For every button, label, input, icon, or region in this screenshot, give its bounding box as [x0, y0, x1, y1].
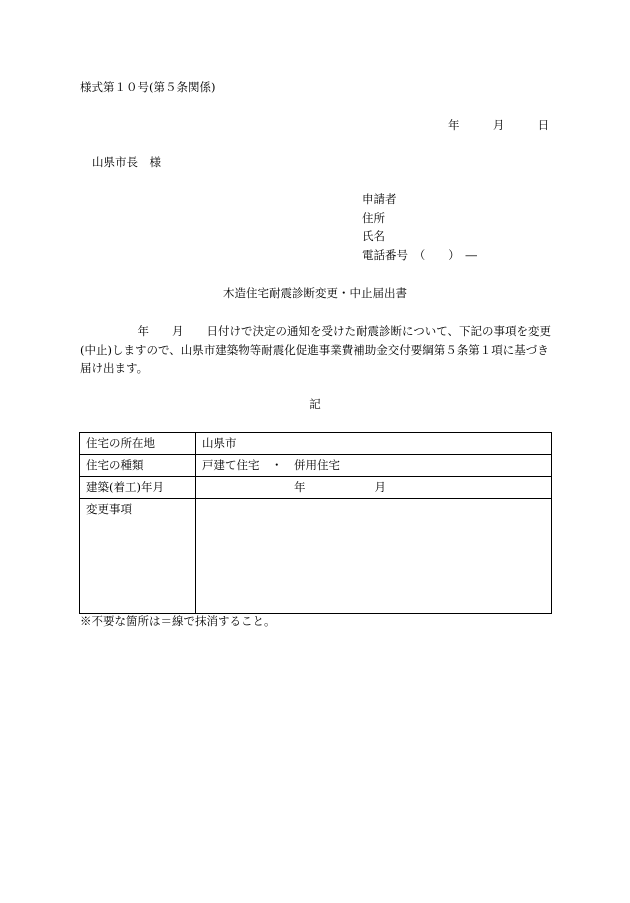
- form-number: 様式第１０号(第５条関係): [80, 80, 216, 94]
- location-label: 住宅の所在地: [80, 433, 196, 455]
- date-day: 日: [537, 118, 550, 132]
- date-line: [448, 119, 549, 133]
- housing-type-label: 住宅の種類: [80, 455, 196, 477]
- document-title: 木造住宅耐震診断変更・中止届出書: [223, 286, 407, 300]
- table-row: [80, 455, 552, 477]
- footnote: ※不要な箇所は＝線で抹消すること。: [80, 614, 276, 628]
- address-label: 住所: [362, 210, 385, 225]
- body-text: 年 月 日付けで決定の通知を受けた耐震診断について、下記の事項を変更(中止)しますので、山県市建築物等耐震化促進事業費補助金交付要綱第５条第１項に基づき届け出ます。: [80, 324, 552, 375]
- date-month: 月: [492, 118, 505, 132]
- phone-label: 電話番号 （ ） ―: [362, 247, 477, 262]
- location-value: 山県市: [196, 433, 552, 455]
- change-items-label: 変更事項: [80, 499, 196, 614]
- ki-heading: 記: [309, 397, 321, 411]
- table-row: [80, 477, 552, 499]
- date-year: 年: [448, 118, 460, 132]
- addressee: 山県市長 様: [92, 155, 161, 169]
- housing-type-value: 戸建て住宅 ・ 併用住宅: [196, 455, 552, 477]
- applicant-block: [362, 193, 477, 267]
- construction-date-value: 年 月: [196, 477, 552, 499]
- change-items-value: [196, 499, 552, 614]
- table-row: [80, 499, 552, 614]
- applicant-label: 申請者: [362, 192, 397, 206]
- name-label: 氏名: [362, 229, 385, 243]
- info-table: [79, 432, 552, 614]
- construction-date-label: 建築(着工)年月: [80, 477, 196, 499]
- table-row: [80, 433, 552, 455]
